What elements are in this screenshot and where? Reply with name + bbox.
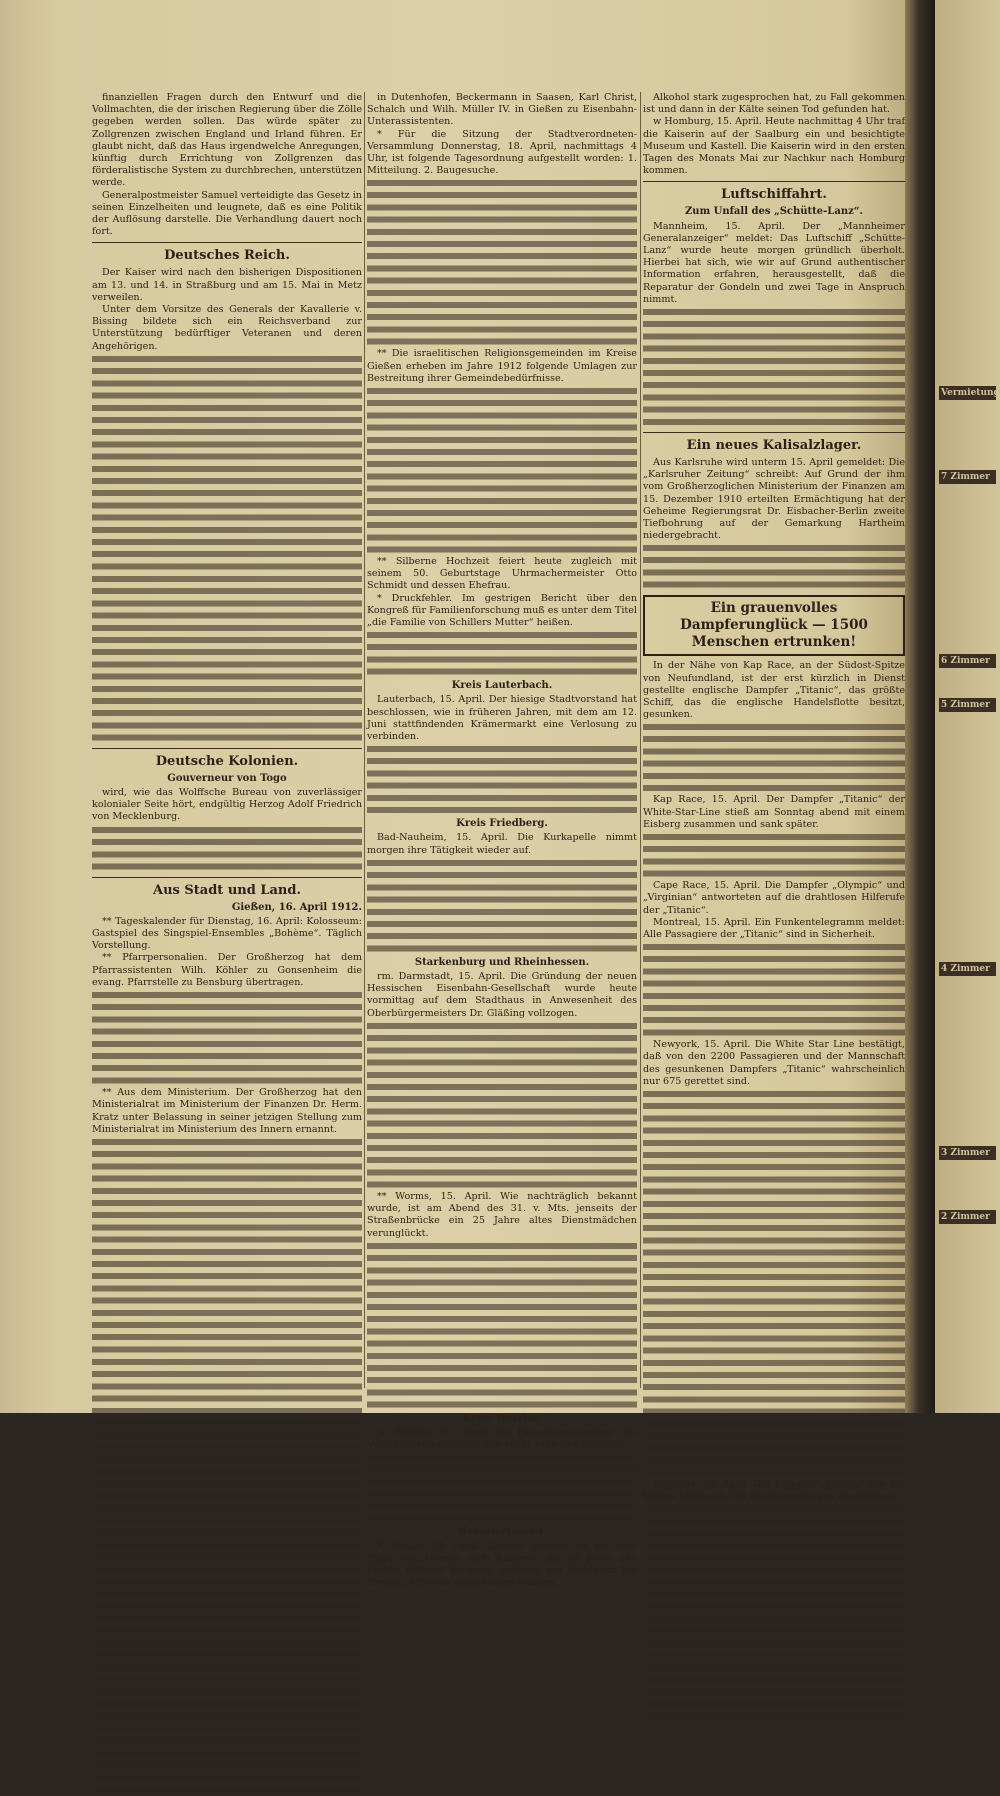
paragraph: ** Silberne Hochzeit feiert heute zugleich mit seinem 50. Geburtstage Uhrmachermeister Otto Schmidt und dessen Ehefrau. (367, 556, 637, 592)
subheading: Kreis Lauterbach. (451, 680, 553, 692)
text-block (367, 629, 637, 678)
text-block (367, 385, 637, 556)
section-heading-aus-stadt-und-land: Aus Stadt und Land. (153, 882, 301, 898)
text-block (367, 1020, 637, 1191)
text-block (643, 721, 905, 794)
column-divider (640, 92, 641, 1388)
next-page-headline: Vermietung (941, 388, 1000, 398)
paragraph: Montreal, 15. April. Ein Funkentelegramm meldet: Alle Passagiere der „Titanic“ sind in Sicherheit. (643, 916, 905, 940)
section-rule (92, 242, 362, 243)
ad-label: 7 Zimmer (939, 470, 996, 484)
paragraph: Alkohol stark zugesprochen hat, zu Fall gekommen ist und dann in der Kälte seinen Tod gefunden hat. (643, 92, 905, 116)
text-block (367, 857, 637, 955)
section-rule (643, 432, 905, 433)
paragraph: w. Wetzlar, 15. April. Die Hauptversammlung des Verschönerungsvereins war recht zahlreich besucht. (367, 1426, 637, 1451)
text-block (92, 1136, 362, 1356)
titanic-headline-box: Ein grauenvolles Dampferunglück — 1500 Menschen ertrunken! (643, 595, 905, 656)
text-block (643, 831, 905, 880)
subheading: Kreis Wetzlar. (462, 1412, 542, 1424)
paragraph: X Hanau, 14. April. Gestern morgen ist auf dem Wege von Altenau nach Kälberau der 58 Jahre alte Färber Wilhelm Vorwerk, gebürtig aus Nordheim bei Breslau, erfroren aufgefunden worden. (367, 1540, 637, 1589)
adjacent-page (935, 0, 1000, 1413)
text-block (92, 824, 362, 873)
paragraph: Kap Race, 15. April. Der Dampfer „Titanic“ der White-Star-Line stieß am Sonntag abend mit einem Eisberg zusammen und sank später. (643, 794, 905, 830)
paragraph: w Homburg, 15. April. Heute nachmittag 4 Uhr traf die Kaiserin auf der Saalburg ein und besichtigte Museum und Kastell. Die Kaiserin wird in den ersten Tagen des Monats Mai zur Nachkur nach Homburg kommen. (643, 116, 905, 177)
subheading: Hessen-Nassau. (457, 1526, 547, 1538)
text-block (643, 306, 905, 428)
paragraph: Aus Karlsruhe wird unterm 15. April gemeldet: Die „Karlsruher Zeitung“ schreibt: Auf Grund der ihm vom Großherzoglichen Ministerium der Finanzen am 15. Dezember 1910 erteilten Ermächtigung hat der Geheime Regierungsrat Dr. Eisbacher-Berlin zweite Tiefbohrung auf der Gemarkung Hartheim niedergebracht. (643, 457, 905, 542)
paragraph: Newyork, 15. April. Der Dampfer „Titanic“ war am letzten Mittwoch von Southampton aus abgefahren. (643, 1478, 905, 1503)
section-rule (92, 877, 362, 878)
section-heading-kalisalzlager: Ein neues Kalisalzlager. (686, 438, 862, 454)
paragraph: * Druckfehler. Im gestrigen Bericht über den Kongreß für Familienforschung muß es unter dem Titel „die Familie von Schillers Mutter“ heißen. (367, 592, 637, 629)
paragraph: Lauterbach, 15. April. Der hiesige Stadtvorstand hat beschlossen, wie in früheren Jahren, mit dem am 12. Juni stattfindenden Krämermarkt eine Verlosung zu verbinden. (367, 694, 637, 743)
text-block (92, 989, 362, 1087)
column-1 (92, 92, 362, 1393)
text-block (367, 1451, 637, 1524)
ad-label: 4 Zimmer (939, 962, 996, 976)
section-heading-deutsches-reich: Deutsches Reich. (164, 248, 290, 264)
text-block (643, 941, 905, 1039)
section-rule (92, 748, 362, 749)
paragraph: ** Aus dem Ministerium. Der Großherzog hat den Ministerialrat im Ministerium der Finanzen Dr. Herm. Kratz unter Belassung in seiner jetzigen Stellung zum Ministerialrat im Ministerium des Innern ernannt. (92, 1087, 362, 1135)
ad-label: 2 Zimmer (939, 1210, 996, 1224)
paragraph: in Dutenhofen, Beckermann in Saasen, Karl Christ, Schalch und Wilh. Müller IV. in Gießen zu Eisenbahn-Unterassistenten. (367, 92, 637, 128)
paragraph: ** Pfarrpersonalien. Der Großherzog hat dem Pfarrassistenten Wilh. Köhler zu Gonsenheim die evang. Pfarrstelle zu Bensburg übertragen. (92, 952, 362, 988)
text-block (643, 1503, 905, 1723)
paragraph: Bad-Nauheim, 15. April. Die Kurkapelle nimmt morgen ihre Tätigkeit wieder auf. (367, 832, 637, 856)
paragraph: ** Die israelitischen Religionsgemeinden im Kreise Gießen erheben im Jahre 1912 folgende Umlagen zur Bestreitung ihrer Gemeindebedürfnisse. (367, 348, 637, 384)
dateline: Gießen, 16. April 1912. (231, 901, 362, 913)
section-heading-luftschiffahrt: Luftschiffahrt. (721, 187, 827, 203)
subheading: Gouverneur von Togo (167, 772, 287, 784)
paragraph: finanziellen Fragen durch den Entwurf und die Vollmachten, die der irischen Regierung über die Zölle gegeben werden sollen. Das würde später zu Zollgrenzen zwischen England und Irland führen. Er glaubt nicht, daß das Haus irgendwelche Anregungen, künftig durch Errichtung von Zollgrenzen das förderalistische System zu durchbrechen, unterstützen werde. (92, 92, 362, 189)
subheading: Kreis Friedberg. (456, 818, 548, 830)
paragraph: Cape Race, 15. April. Die Dampfer „Olympic“ und „Virginian“ antworteten auf die drahtlosen Hilferufe der „Titanic“. (643, 880, 905, 916)
ad-label: 3 Zimmer (939, 1146, 996, 1160)
column-2 (367, 92, 637, 1589)
paragraph: * Für die Sitzung der Stadtverordneten-Versammlung Donnerstag, 18. April, nachmittags 4 Uhr, ist folgende Tagesordnung aufgestellt worden: 1. Mitteilung. 2. Baugesuche. (367, 128, 637, 177)
text-block (92, 1356, 362, 1576)
paragraph: In der Nähe von Kap Race, an der Südost-Spitze von Neufundland, ist der erst kürzlich in Dienst gestellte englische Dampfer „Titanic“, das größte Schiff, das die englische Handelsflotte besitzt, gesunken. (643, 660, 905, 721)
paragraph: Mannheim, 15. April. Der „Mannheimer Generalanzeiger“ meldet: Das Luftschiff „Schütte-Lanz“ wurde heute morgen gründlich überholt. Hierbei hat sich, wie wir auf Grund authentischer Information erfahren, herausgestellt, daß die Reparatur der Gondeln und zwei Tage in Anspruch nimmt. (643, 220, 905, 305)
column-divider (364, 92, 365, 1388)
paragraph: rm. Darmstadt, 15. April. Die Gründung der neuen Hessischen Eisenbahn-Gesellschaft wurde heute vormittag auf dem Stadthaus in Anwesenheit des Oberbürgermeisters Dr. Gläßing vollzogen. (367, 971, 637, 1019)
text-block (92, 1576, 362, 1796)
paragraph: Unter dem Vorsitze des Generals der Kavallerie v. Bissing bildete sich ein Reichsverband zur Unterstützung bedürftiger Veteranen und deren Angehörigen. (92, 304, 362, 352)
text-block (643, 542, 905, 591)
paragraph: wird, wie das Wolffsche Bureau von zuverlässiger kolonialer Seite hört, endgültig Herzog Adolf Friedrich von Mecklenburg. (92, 787, 362, 823)
section-heading-deutsche-kolonien: Deutsche Kolonien. (155, 753, 299, 769)
text-block (643, 1308, 905, 1479)
ad-label: 6 Zimmer (939, 654, 996, 668)
book-spine (905, 0, 935, 1413)
subheading: Zum Unfall des „Schütte-Lanz“. (685, 206, 863, 218)
text-block (92, 353, 362, 573)
paragraph: ** Worms, 15. April. Wie nachträglich bekannt wurde, ist am Abend des 31. v. Mts. jenseits der Straßenbrücke ein 25 Jahre altes Dienstmädchen verunglückt. (367, 1190, 637, 1239)
paragraph: Der Kaiser wird nach den bisherigen Dispositionen am 13. und 14. in Straßburg und am 15. Mai in Metz verweilen. (92, 267, 362, 303)
text-block (92, 573, 362, 744)
paragraph: ** Tageskalender für Dienstag, 16. April: Kolosseum: Gastspiel des Singspiel-Ensembles „Bohème“. Täglich Vorstellung. (92, 915, 362, 952)
paragraph: Generalpostmeister Samuel verteidigte das Gesetz in seinen Einzelheiten und leugnete, daß es eine Politik der Auflösung darstelle. Die Verhandlung dauert noch fort. (92, 189, 362, 238)
paragraph: Newyork, 15. April. Die White Star Line bestätigt, daß von den 2200 Passagieren und der Mannschaft des gesunkenen Dampfers „Titanic“ wahrscheinlich nur 675 gerettet sind. (643, 1039, 905, 1087)
subheading: Starkenburg und Rheinhessen. (414, 956, 590, 968)
text-block (367, 1240, 637, 1411)
text-block (643, 1088, 905, 1308)
text-block (367, 177, 637, 348)
column-3 (643, 92, 905, 1503)
text-block (367, 743, 637, 816)
section-rule (643, 181, 905, 182)
ad-label: 5 Zimmer (939, 698, 996, 712)
